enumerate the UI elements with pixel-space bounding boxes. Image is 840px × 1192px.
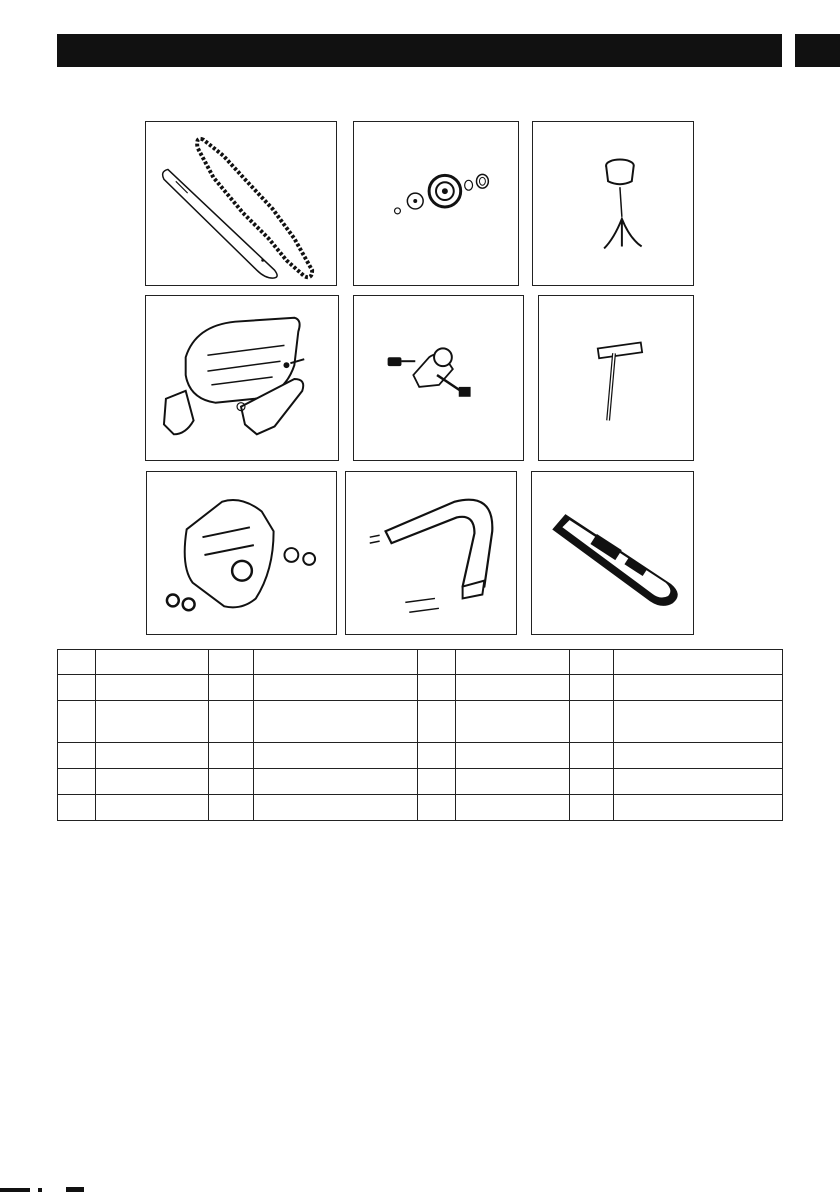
table-cell [96,795,209,821]
table-cell [96,743,209,769]
table-cell [418,795,456,821]
table-cell [209,701,254,743]
table-cell [58,769,96,795]
table-row [58,743,783,769]
table-cell [254,650,418,675]
table-cell [209,650,254,675]
panel-tensioner [353,295,524,461]
table-cell [456,769,570,795]
t-wrench-tool-icon [539,296,693,460]
table-cell [614,675,783,701]
panel-brake-housing [145,295,339,461]
table-cell [58,650,96,675]
footer-marks [0,1186,120,1192]
table-cell [254,675,418,701]
table-cell [456,675,570,701]
table-cell [570,701,614,743]
chain-tensioner-icon [354,296,523,460]
table-cell [456,743,570,769]
panel-clutch-drum [353,121,519,286]
table-cell [570,769,614,795]
table-cell [418,743,456,769]
table-cell [418,701,456,743]
table-cell [418,675,456,701]
table-row [58,795,783,821]
table-cell [570,795,614,821]
table-cell [96,769,209,795]
guide-bar-and-chain-icon [146,122,336,285]
parts-table [57,649,783,821]
table-cell [254,769,418,795]
table-cell [418,769,456,795]
table-cell [96,650,209,675]
table-cell [209,769,254,795]
table-cell [254,743,418,769]
table-cell [96,675,209,701]
panel-t-wrench [538,295,694,461]
table-cell [614,743,783,769]
table-cell [614,769,783,795]
table-cell [209,795,254,821]
header-bar [57,34,782,67]
panel-guide-bar-chain [145,121,337,286]
table-cell [614,650,783,675]
panel-front-handle [345,471,517,635]
table-row [58,769,783,795]
table-cell [418,650,456,675]
table-row [58,650,783,675]
table-cell [209,675,254,701]
table-cell [456,650,570,675]
oil-cap-with-filter-icon [533,122,693,285]
table-cell [456,701,570,743]
side-cover-with-nuts-icon [147,472,336,634]
table-cell [254,701,418,743]
table-cell [58,701,96,743]
panel-side-cover [146,471,337,635]
table-row [58,701,783,743]
table-cell [209,743,254,769]
table-cell [96,701,209,743]
table-cell [570,675,614,701]
table-cell [570,650,614,675]
table-cell [614,701,783,743]
table-cell [58,795,96,821]
panel-bar-cover [531,471,694,635]
table-cell [254,795,418,821]
table-cell [570,743,614,769]
panel-oil-cap [532,121,694,286]
table-cell [456,795,570,821]
chain-brake-housing-icon [146,296,338,460]
bar-cover-scabbard-icon [532,472,693,634]
table-row [58,675,783,701]
clutch-drum-sprocket-icon [354,122,518,285]
front-handle-icon [346,472,516,634]
page-tab [795,34,840,67]
table-cell [614,795,783,821]
table-cell [58,743,96,769]
table-cell [58,675,96,701]
